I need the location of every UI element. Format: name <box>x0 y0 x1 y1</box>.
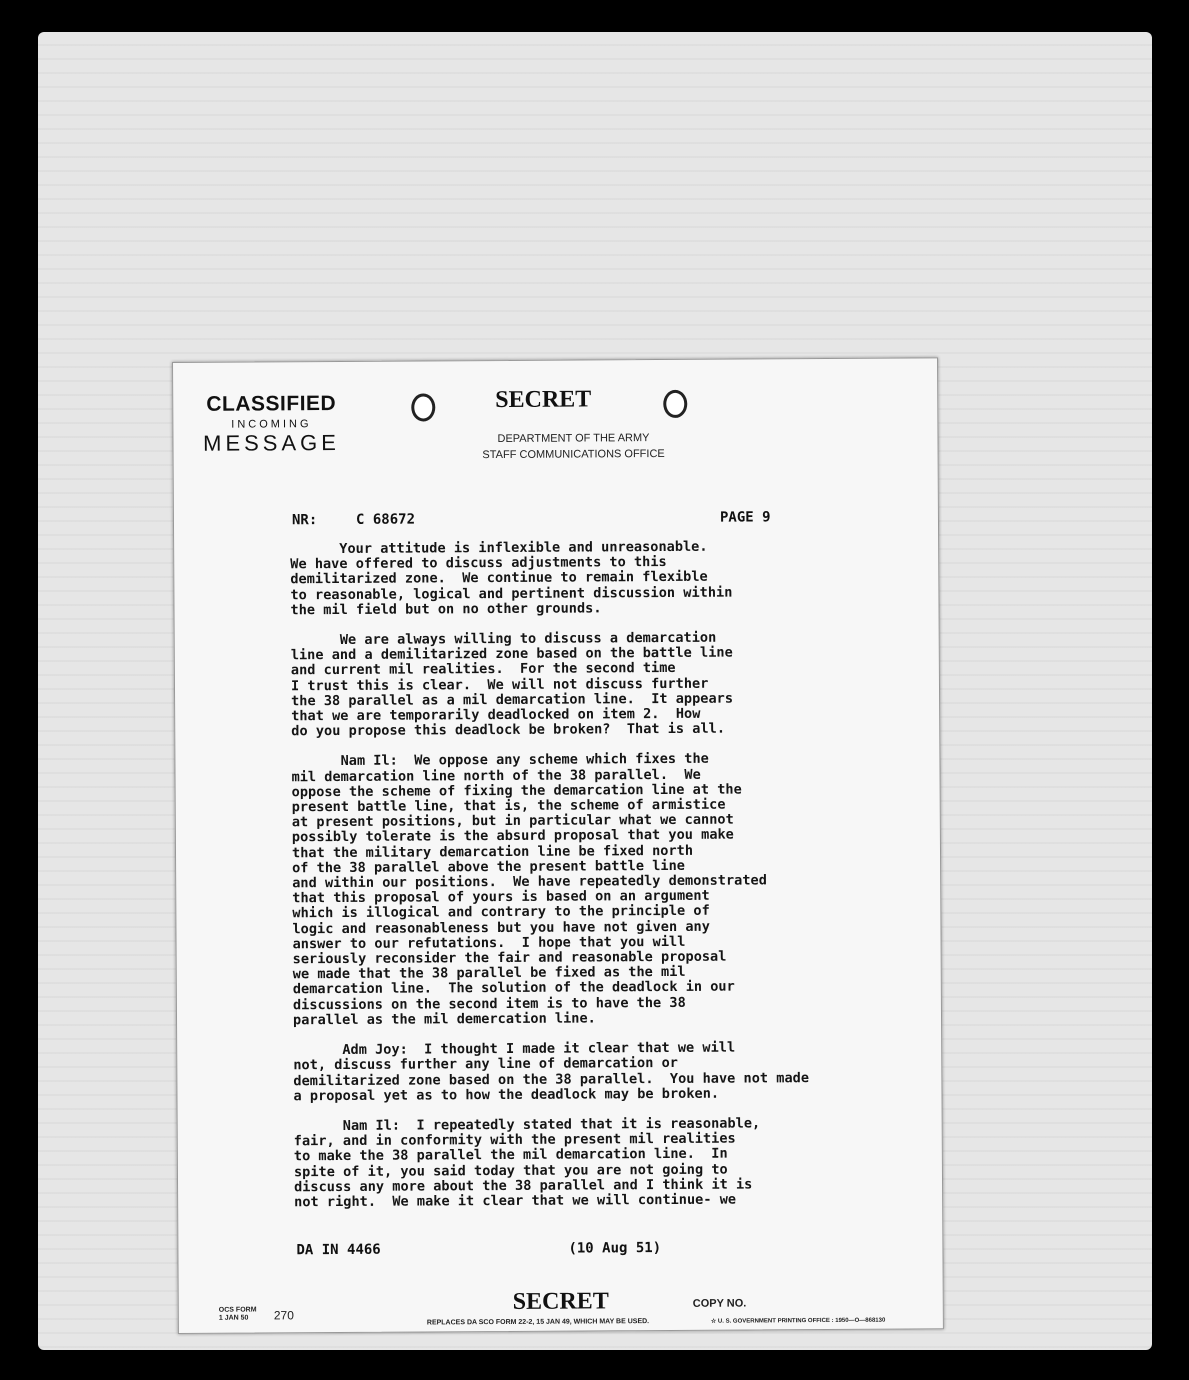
incoming-label: INCOMING <box>231 418 312 431</box>
form-identifier <box>219 1307 257 1323</box>
gpo-imprint: ☆ U. S. GOVERNMENT PRINTING OFFICE : 1950—O—868130 <box>710 1317 886 1325</box>
page-number: PAGE 9 <box>719 509 771 526</box>
punch-hole-right <box>663 390 687 418</box>
punch-hole-left <box>411 393 435 421</box>
form-date: 1 JAN 50 <box>218 1314 249 1322</box>
message-body <box>290 539 854 1226</box>
classified-label: CLASSIFIED <box>206 391 337 416</box>
paragraph-2: We are always willing to discuss a demarcation line and a demilitarized zone based on the battle line and current mil realities. For the second time I trust this is clear. We will not discuss further the 38 parallel as a mil demarcation line. It appears that we are temporarily deadlocked on item 2. How do you propose this deadlock be broken? That is all. <box>290 629 734 740</box>
department-block <box>443 430 703 464</box>
paragraph-1: Your attitude is inflexible and unreasonable. We have offered to discuss adjustments to this demilitarized zone. We continue to remain flexible to reasonable, logical and pertinent discussion within the mil field but on no other grounds. <box>290 538 733 619</box>
nr-label: NR: <box>291 512 318 529</box>
message-date: (10 Aug 51) <box>568 1240 662 1257</box>
department-line: DEPARTMENT OF THE ARMY <box>497 432 650 446</box>
classified-incoming-message-block <box>201 392 341 457</box>
paragraph-3: Nam Il: We oppose any scheme which fixes the mil demarcation line north of the 38 parallel. We oppose the scheme of fixing the demarcation line at the present battle line, that is, the scheme of armistice at present positions, but in particular what we cannot possibly tolerate is the absurd proposal that you make that the military demarcation line be fixed north of the 38 parallel above the present battle line and within our positions. We have repeatedly demonstrated that this proposal of yours is based on an argument which is illogical and contrary to the principle of logic and reasonableness but you have not given any answer to our refutations. I hope that you will seriously reconsider the fair and reasonable proposal we made that the 38 parallel be fixed as the mil demarcation line. The solution of the deadlock in our discussions on the second item is to have the 38 parallel as the mil demercation line. <box>291 751 767 1029</box>
form-label: OCS FORM <box>218 1306 257 1314</box>
secret-footer: SECRET <box>512 1288 609 1315</box>
paragraph-4: Adm Joy: I thought I made it clear that we will not, discuss further any line of demarcation or demilitarized zone based on the 38 parallel. You have not made a proposal yet as to how the deadlock may be broken. <box>293 1039 810 1104</box>
da-in-number: DA IN 4466 <box>296 1241 381 1259</box>
replaces-notice: REPLACES DA SCO FORM 22-2, 15 JAN 49, WHICH MAY BE USED. <box>426 1318 650 1327</box>
paragraph-5: Nam Il: I repeatedly stated that it is reasonable, fair, and in conformity with the present mil realities to make the 38 parallel the mil demarcation line. In spite of it, you said today that you are not going to discuss any more about the 38 parallel and I think it is not right. We make it clear that we will continue- we <box>293 1115 761 1211</box>
message-label: MESSAGE <box>203 429 340 456</box>
message-form <box>172 357 944 1334</box>
form-number: 270 <box>273 1308 294 1323</box>
message-number: C 68672 <box>355 511 416 528</box>
office-line: STAFF COMMUNICATIONS OFFICE <box>482 447 665 462</box>
copy-number-label: COPY NO. <box>692 1297 747 1310</box>
secret-header: SECRET <box>495 386 592 414</box>
